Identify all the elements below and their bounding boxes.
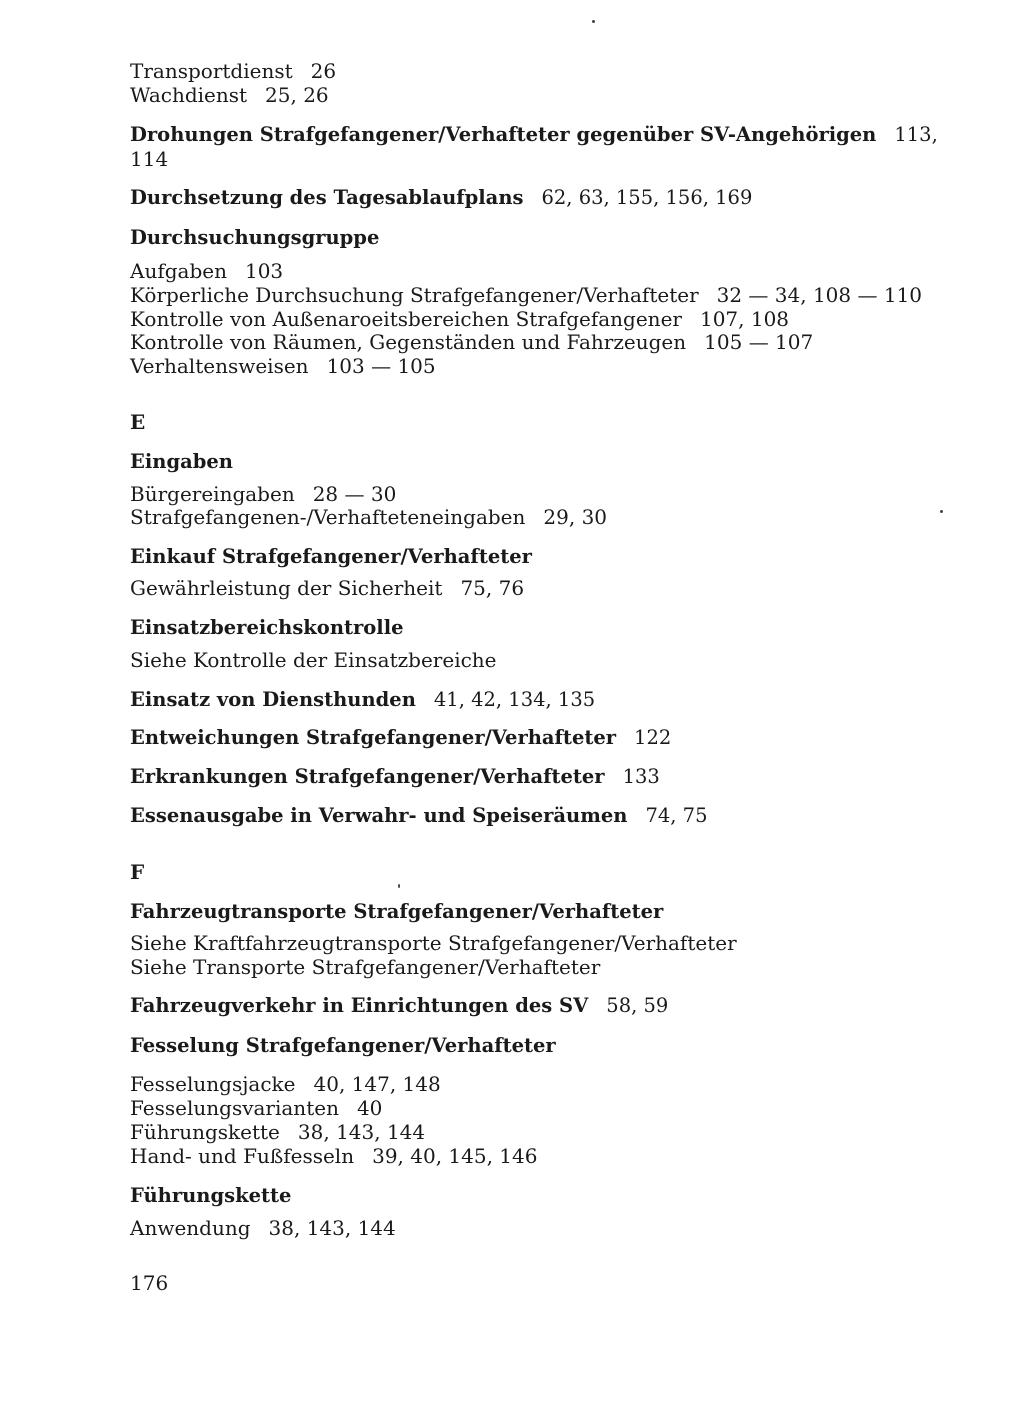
index-subentry xyxy=(130,259,283,283)
entry-term: Anwendung xyxy=(130,1216,251,1240)
index-heading-entry xyxy=(130,994,668,1018)
entry-pages: 62, 63, 155, 156, 169 xyxy=(541,186,753,209)
entry-term: Führungskette xyxy=(130,1120,280,1144)
heading-title: Einkauf Strafgefangener/Verhafteter xyxy=(130,545,532,568)
entry-term: Transportdienst xyxy=(130,59,293,83)
index-subentry xyxy=(130,354,436,378)
entry-term: Siehe Transporte Strafgefangener/Verhafteter xyxy=(130,955,601,979)
index-heading-entry xyxy=(130,765,660,789)
entry-term: Wachdienst xyxy=(130,83,248,107)
index-subentry xyxy=(130,307,789,331)
heading-title: Eingaben xyxy=(130,450,233,473)
entry-pages: 107, 108 xyxy=(699,307,790,331)
entry-pages: 103 — 105 xyxy=(326,354,436,378)
heading-title: Fesselung Strafgefangener/Verhafteter xyxy=(130,1034,556,1057)
heading-title: Entweichungen Strafgefangener/Verhafteter xyxy=(130,726,617,749)
index-heading xyxy=(130,1184,291,1208)
scan-speck xyxy=(398,884,400,888)
entry-term: Siehe Kontrolle der Einsatzbereiche xyxy=(130,648,497,672)
entry-term: Bürgereingaben xyxy=(130,482,295,506)
index-subentry xyxy=(130,576,524,600)
index-heading-entry xyxy=(130,186,752,210)
heading-title: Drohungen Strafgefangener/Verhafteter gegenüber SV-Angehörigen xyxy=(130,123,877,146)
entry-term: Verhaltensweisen xyxy=(130,354,309,378)
entry-pages: 26 xyxy=(310,59,337,83)
index-subentry xyxy=(130,1120,425,1144)
index-subentry xyxy=(130,1216,396,1240)
index-heading xyxy=(130,226,379,250)
index-heading-entry xyxy=(130,123,938,147)
entry-pages: 41, 42, 134, 135 xyxy=(433,688,596,711)
entry-term: Körperliche Durchsuchung Strafgefangener/Verhafteter xyxy=(130,283,699,307)
index-heading-entry xyxy=(130,688,595,712)
heading-title: Fahrzeugverkehr in Einrichtungen des SV xyxy=(130,994,589,1017)
entry-pages: 122 xyxy=(634,726,672,749)
index-subentry xyxy=(130,955,600,979)
entry-pages: 105 — 107 xyxy=(704,330,814,354)
scan-speck xyxy=(592,20,595,23)
entry-pages: 133 xyxy=(622,765,660,788)
heading-title: Fahrzeugtransporte Strafgefangener/Verhafteter xyxy=(130,900,664,923)
entry-term: Siehe Kraftfahrzeugtransporte Strafgefangener/Verhafteter xyxy=(130,931,737,955)
entry-term: Fesselungsvarianten xyxy=(130,1096,339,1120)
index-subentry xyxy=(130,59,336,83)
index-heading-entry xyxy=(130,804,707,828)
page-number: 176 xyxy=(130,1271,169,1295)
entry-term: Strafgefangenen-/Verhafteteneingaben xyxy=(130,505,526,529)
index-subentry xyxy=(130,1072,441,1096)
index-subentry xyxy=(130,931,737,955)
index-subentry xyxy=(130,482,396,506)
entry-term: Kontrolle von Außenaroeitsbereichen Strafgefangener xyxy=(130,307,682,331)
section-letter-e: E xyxy=(130,410,146,434)
index-subentry xyxy=(130,1144,537,1168)
index-subentry xyxy=(130,283,922,307)
scan-speck xyxy=(940,510,943,513)
entry-term: Hand- und Fußfesseln xyxy=(130,1144,355,1168)
entry-pages: 40 xyxy=(356,1096,383,1120)
entry-pages: 32 — 34, 108 — 110 xyxy=(716,283,923,307)
index-heading-entry xyxy=(130,726,671,750)
entry-pages: 74, 75 xyxy=(645,804,708,827)
index-heading xyxy=(130,545,532,569)
entry-pages: 28 — 30 xyxy=(312,482,397,506)
entry-pages: 38, 143, 144 xyxy=(297,1120,426,1144)
heading-title: Einsatzbereichskontrolle xyxy=(130,616,404,639)
index-subentry xyxy=(130,648,497,672)
entry-pages: 114 xyxy=(130,147,169,171)
heading-title: Einsatz von Diensthunden xyxy=(130,688,416,711)
entry-pages: 113, xyxy=(894,123,938,146)
heading-title: Essenausgabe in Verwahr- und Speiseräumen xyxy=(130,804,628,827)
index-heading xyxy=(130,450,233,474)
index-subentry xyxy=(130,1096,382,1120)
entry-pages: 75, 76 xyxy=(460,576,525,600)
section-letter-f: F xyxy=(130,860,145,884)
entry-pages: 38, 143, 144 xyxy=(268,1216,396,1240)
entry-pages: 25, 26 xyxy=(265,83,329,107)
index-heading xyxy=(130,616,404,640)
entry-pages: 29, 30 xyxy=(543,505,608,529)
index-continuation xyxy=(130,147,168,171)
heading-title: Durchsuchungsgruppe xyxy=(130,226,380,249)
heading-title: Durchsetzung des Tagesablaufplans xyxy=(130,186,524,209)
index-subentry xyxy=(130,505,607,529)
entry-pages: 58, 59 xyxy=(606,994,669,1017)
entry-term: Kontrolle von Räumen, Gegenständen und Fahrzeugen xyxy=(130,330,687,354)
entry-term: Aufgaben xyxy=(130,259,227,283)
index-heading xyxy=(130,900,663,924)
entry-pages: 103 xyxy=(244,259,284,283)
entry-term: Gewährleistung der Sicherheit xyxy=(130,576,443,600)
index-subentry xyxy=(130,83,329,107)
entry-term: Fesselungsjacke xyxy=(130,1072,296,1096)
entry-pages: 39, 40, 145, 146 xyxy=(372,1144,538,1168)
entry-pages: 40, 147, 148 xyxy=(313,1072,441,1096)
heading-title: Erkrankungen Strafgefangener/Verhafteter xyxy=(130,765,605,788)
index-subentry xyxy=(130,330,813,354)
index-heading xyxy=(130,1034,556,1058)
heading-title: Führungskette xyxy=(130,1184,292,1207)
